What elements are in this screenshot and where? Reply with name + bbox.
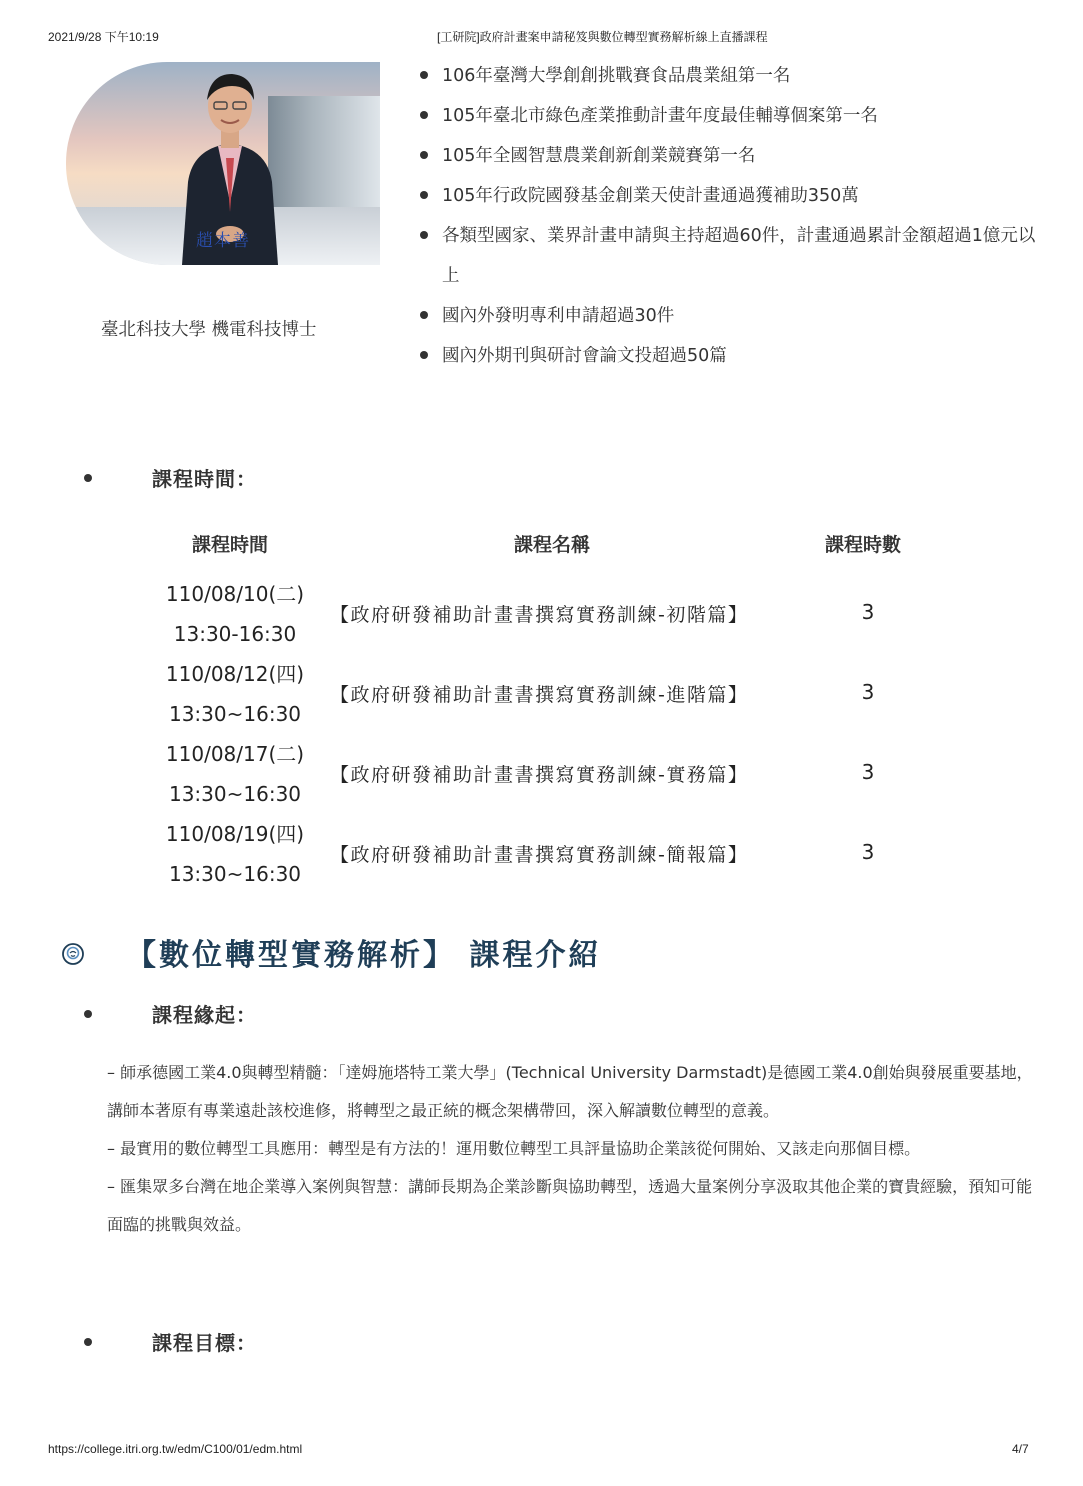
achievement-item: 國內外期刊與研討會論文投超過50篇: [420, 336, 1040, 376]
row-date: 110/08/19(四): [165, 822, 305, 846]
row-hours: 3: [861, 600, 875, 624]
table-header-name: 課程名稱: [514, 534, 591, 556]
print-page-number: 4/7: [1012, 1442, 1029, 1456]
row-hours: 3: [861, 680, 875, 704]
row-time: 13:30~16:30: [168, 862, 302, 886]
achievement-item: 105年行政院國發基金創業天使計畫通過獲補助350萬: [420, 176, 1040, 216]
achievement-item: 105年全國智慧農業創新創業競賽第一名: [420, 136, 1040, 176]
table-header-time: 課程時間: [192, 534, 269, 556]
section-bullet: [84, 474, 92, 482]
course-intro-title: 【數位轉型實務解析】 課程介紹: [126, 938, 602, 973]
print-url: https://college.itri.org.tw/edm/C100/01/edm.html: [48, 1442, 303, 1456]
brain-head-icon: [62, 943, 84, 965]
row-hours: 3: [861, 840, 875, 864]
row-course-name: 【政府研發補助計畫書撰寫實務訓練-初階篇】: [330, 604, 749, 626]
section-bullet: [84, 1010, 92, 1018]
origin-paragraph: – 最實用的數位轉型工具應用：轉型是有方法的！運用數位轉型工具評量協助企業該從何開始、又該走向那個目標。: [107, 1139, 921, 1158]
achievement-list: [420, 56, 1040, 376]
achievement-item: 106年臺灣大學創創挑戰賽食品農業組第一名: [420, 56, 1040, 96]
speaker-photo: [66, 62, 380, 265]
origin-paragraph: – 師承德國工業4.0與轉型精髓：「達姆施塔特工業大學」(Technical University Darmstadt)是德國工業4.0創始與發展重要基地，講師本著原有專業遠赴該校進修，將轉型之最正統的概念架構帶回，深入解讀數位轉型的意義。: [107, 1063, 1033, 1120]
row-time: 13:30-16:30: [173, 622, 297, 646]
origin-section-label: 課程緣起：: [152, 1003, 257, 1027]
row-time: 13:30~16:30: [168, 702, 302, 726]
origin-paragraph: – 匯集眾多台灣在地企業導入案例與智慧：講師長期為企業診斷與協助轉型，透過大量案例分享汲取其他企業的寶貴經驗，預知可能面臨的挑戰與效益。: [107, 1177, 1033, 1234]
speaker-name: 趙本善: [196, 231, 250, 251]
print-page-title: [工研院]政府計畫案申請秘笈與數位轉型實務解析線上直播課程: [437, 30, 768, 44]
row-date: 110/08/12(四): [165, 662, 305, 686]
row-date: 110/08/17(二): [165, 742, 305, 766]
row-course-name: 【政府研發補助計畫書撰寫實務訓練-簡報篇】: [330, 844, 749, 866]
table-header-hours: 課程時數: [825, 534, 902, 556]
row-time: 13:30~16:30: [168, 782, 302, 806]
schedule-section-label: 課程時間：: [152, 467, 257, 491]
achievement-item: 國內外發明專利申請超過30件: [420, 296, 1040, 336]
achievement-item: 各類型國家、業界計畫申請與主持超過60件，計畫通過累計金額超過1億元以上: [420, 216, 1040, 296]
row-hours: 3: [861, 760, 875, 784]
achievement-item: 105年臺北市綠色產業推動計畫年度最佳輔導個案第一名: [420, 96, 1040, 136]
section-bullet: [84, 1338, 92, 1346]
print-datetime: 2021/9/28 下午10:19: [48, 30, 159, 44]
row-date: 110/08/10(二): [165, 582, 305, 606]
speaker-degree: 臺北科技大學 機電科技博士: [101, 320, 317, 340]
row-course-name: 【政府研發補助計畫書撰寫實務訓練-實務篇】: [330, 764, 749, 786]
row-course-name: 【政府研發補助計畫書撰寫實務訓練-進階篇】: [330, 684, 749, 706]
goal-section-label: 課程目標：: [152, 1331, 257, 1355]
